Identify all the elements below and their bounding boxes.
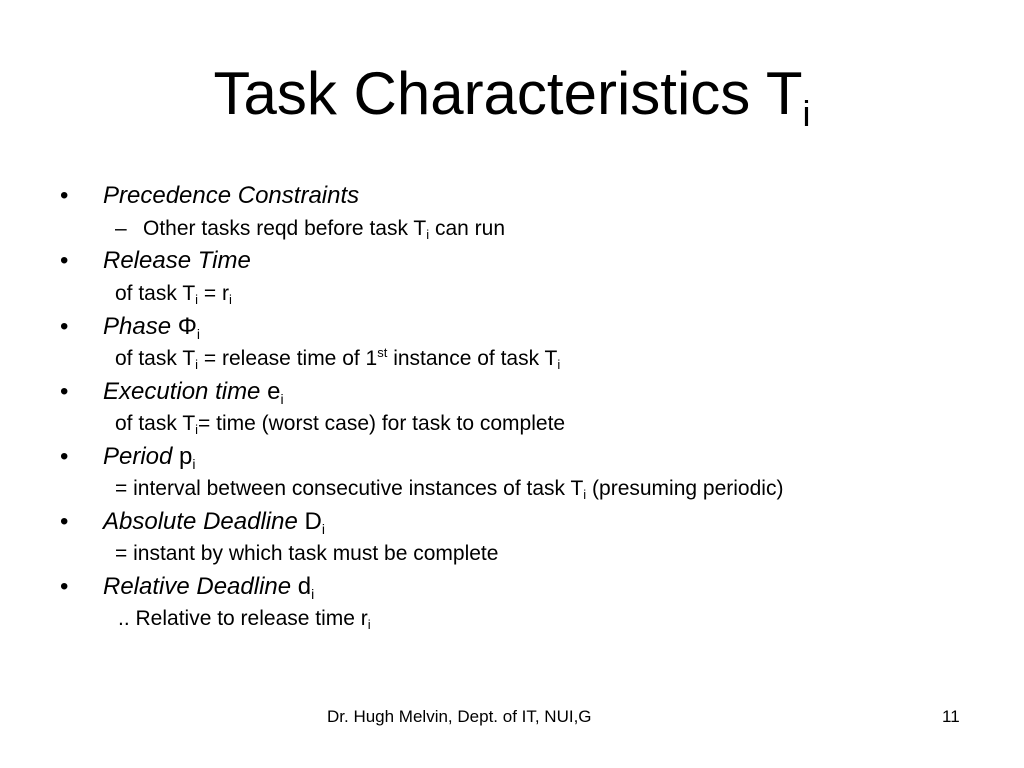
sub-execution-time: of task $T_i=$ time (worst case) for task to complete (115, 412, 566, 437)
sub-absolute-deadline: = instant by which task must be complete (115, 542, 499, 565)
footer-author: Dr. Hugh Melvin, Dept. of IT, NUI,G (327, 707, 592, 726)
slide-title: Task Characteristics $T_i$ (213, 60, 811, 134)
slide: Task Characteristics $T_i$ • Precedence Constraints – Other tasks reqd before task $T_i$ can run • Release Time of task $T_i = r_i$ • Phase $\Phi_i$ of task $T_i$ = release time of 1st instance of task $T_i$ • Execution time $e_i$ of task $T_i=$ time (worst case) for task to complete • Period $p_i$ = interval between consecutive instances of task $T_i$ (presuming periodic) • Absolute Deadline $D_i$ = instant by which task must be complete • Relative Deadline $d_i$ .. Relative to release time $r_i$ Dr. Hugh Melvin, Dept. of IT, NUI,G 11 (0, 0, 1024, 768)
sub-period: = interval between consecutive instances of task $T_i$ (presuming periodic) (115, 477, 784, 502)
term-label: Precedence Constraints (103, 182, 360, 209)
term-label: Release Time (103, 247, 251, 274)
bullet-marker: • (60, 247, 69, 274)
bullet-marker: • (60, 573, 69, 600)
bullet-marker: • (60, 313, 69, 340)
term-label: Execution time (103, 378, 261, 405)
dash-marker: – (115, 217, 127, 240)
bullet-marker: • (60, 378, 69, 405)
term-label: Relative Deadline (103, 573, 292, 600)
sub-phase: of task $T_i$ = release time of 1st instance of task $T_i$ (115, 345, 561, 372)
bullet-marker: • (60, 508, 69, 535)
bullet-marker: • (60, 443, 69, 470)
sub-relative-deadline: .. Relative to release time $r_i$ (118, 607, 371, 632)
term-label: Phase (103, 313, 172, 340)
bullet-marker: • (60, 182, 69, 209)
slide-number: 11 (942, 707, 960, 726)
sub-release-time: of task $T_i = r_i$ (115, 282, 232, 307)
term-label: Period (103, 443, 173, 470)
term-label: Absolute Deadline (103, 508, 298, 535)
